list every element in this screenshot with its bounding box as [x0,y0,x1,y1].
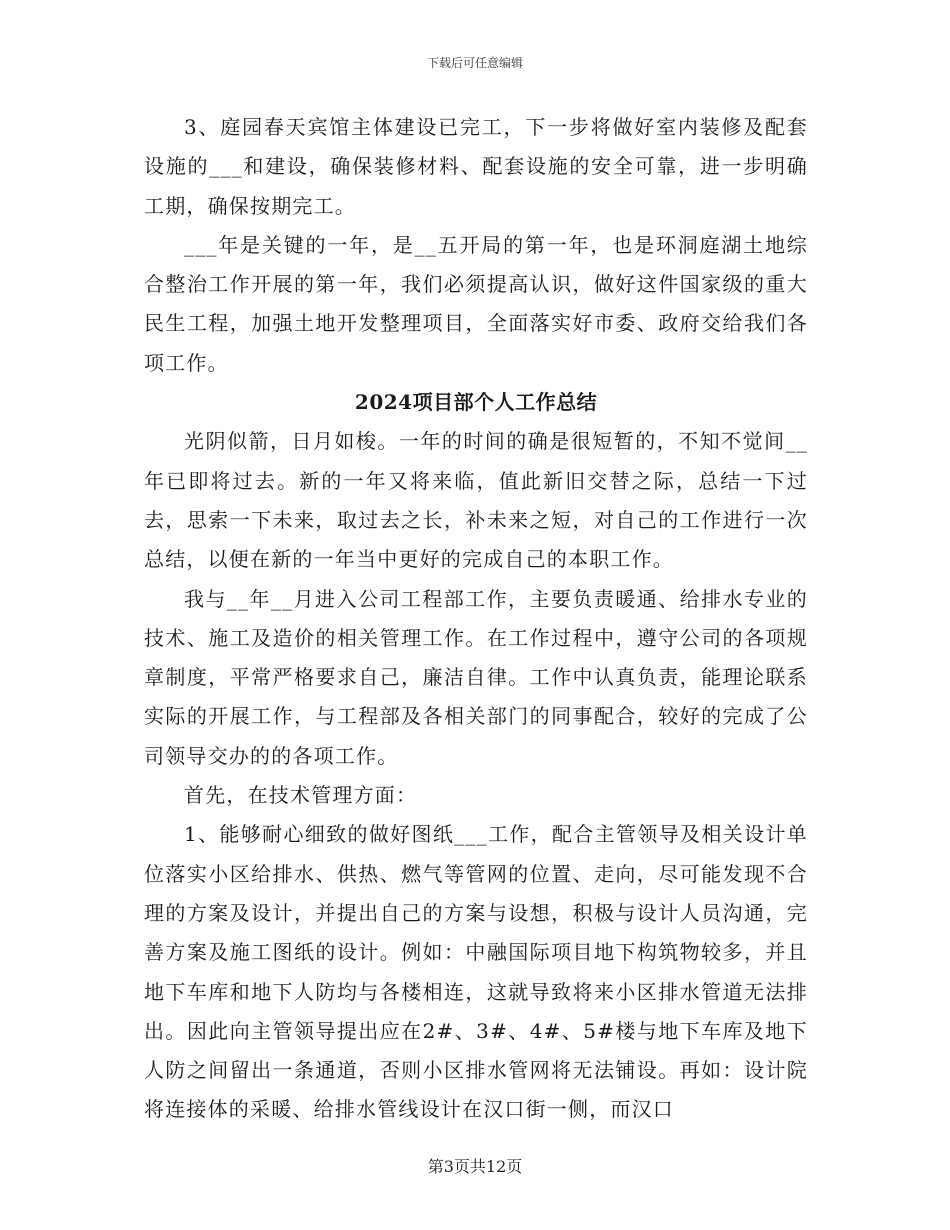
page-header-note: 下载后可任意编辑 [426,56,523,70]
document-body [144,108,808,1130]
paragraph-intro: 光阴似箭，日月如梭。一年的时间的确是很短暂的，不知不觉间__年已即将过去。新的一年又将来临，值此新旧交替之际，总结一下过去，思索一下未来，取过去之长，补未来之短，对自己的工作进行一次总结，以便在新的一年当中更好的完成自己的本职工作。 [144,429,808,572]
paragraph-item-3: 3、庭园春天宾馆主体建设已完工，下一步将做好室内装修及配套设施的___和建设，确保装修材料、配套设施的安全可靠，进一步明确工期，确保按期完工。 [144,115,808,218]
paragraph-key-year: ___年是关键的一年，是__五开局的第一年，也是环洞庭湖土地综合整治工作开展的第一年，我们必须提高认识，做好这件国家级的重大民生工程，加强土地开发整理项目，全面落实好市委、政府交给我们各项工作。 [144,232,808,375]
page-number: 第3页共12页 [427,1157,523,1176]
paragraph-role: 我与__年__月进入公司工程部工作，主要负责暖通、给排水专业的技术、施工及造价的相关管理工作。在工作过程中，遵守公司的各项规章制度，平常严格要求自己，廉洁自律。工作中认真负责，能理论联系实际的开展工作，与工程部及各相关部门的同事配合，较好的完成了公司领导交办的的各项工作。 [144,586,808,768]
document-title: 2024项目部个人工作总结 [354,390,598,415]
paragraph-technical-item-1: 1、能够耐心细致的做好图纸___工作，配合主管领导及相关设计单位落实小区给排水、供热、燃气等管网的位置、走向，尽可能发现不合理的方案及设计，并提出自己的方案与设想，积极与设计人员沟通，完善方案及施工图纸的设计。例如：中融国际项目地下构筑物较多，并且地下车库和地下人防均与各楼相连，这就导致将来小区排水管道无法排出。因此向主管领导提出应在2#、3#、4#、5#楼与地下车库及地下人防之间留出一条通道，否则小区排水管网将无法铺设。再如：设计院将连接体的采暖、给排水管线设计在汉口街一侧，而汉口 [144,822,808,1122]
paragraph-technical-heading: 首先，在技术管理方面： [184,783,418,808]
